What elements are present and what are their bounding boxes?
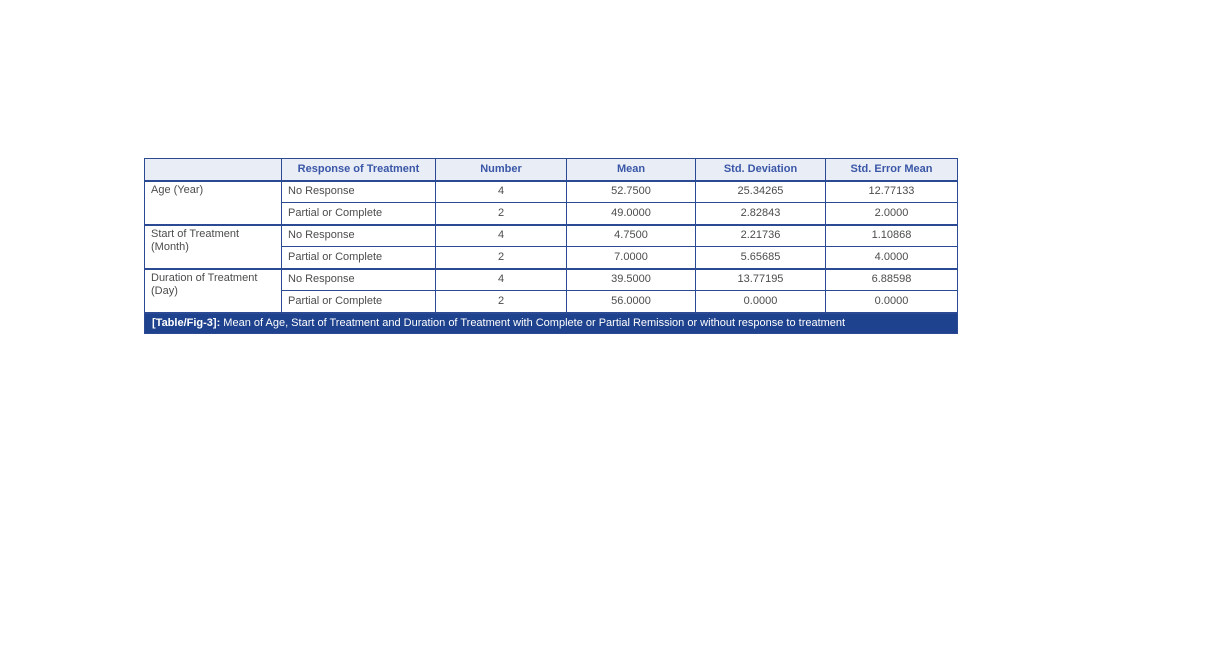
group-label-start-of-treatment: Start of Treatment (Month) [145, 225, 282, 269]
cell-response: Partial or Complete [282, 203, 436, 225]
cell-number: 4 [436, 181, 567, 203]
cell-response: Partial or Complete [282, 291, 436, 313]
column-header-mean: Mean [567, 159, 696, 181]
cell-number: 2 [436, 291, 567, 313]
stats-table [144, 158, 958, 334]
cell-std-error-mean: 6.88598 [826, 269, 958, 291]
cell-mean: 52.7500 [567, 181, 696, 203]
cell-number: 4 [436, 225, 567, 247]
cell-mean: 4.7500 [567, 225, 696, 247]
table-row [145, 181, 958, 203]
caption-label: [Table/Fig-3]: [152, 316, 221, 329]
cell-std-deviation: 2.82843 [696, 203, 826, 225]
cell-std-error-mean: 2.0000 [826, 203, 958, 225]
header-row [145, 159, 958, 181]
cell-std-error-mean: 0.0000 [826, 291, 958, 313]
cell-response: No Response [282, 225, 436, 247]
cell-std-deviation: 25.34265 [696, 181, 826, 203]
column-header-number: Number [436, 159, 567, 181]
cell-number: 4 [436, 269, 567, 291]
cell-std-error-mean: 4.0000 [826, 247, 958, 269]
cell-mean: 39.5000 [567, 269, 696, 291]
table-row [145, 225, 958, 247]
cell-mean: 49.0000 [567, 203, 696, 225]
cell-number: 2 [436, 247, 567, 269]
cell-std-deviation: 2.21736 [696, 225, 826, 247]
caption-row [145, 313, 958, 334]
group-label-duration-of-treatment: Duration of Treatment (Day) [145, 269, 282, 313]
cell-response: Partial or Complete [282, 247, 436, 269]
cell-std-deviation: 13.77195 [696, 269, 826, 291]
cell-std-deviation: 0.0000 [696, 291, 826, 313]
group-label-age: Age (Year) [145, 181, 282, 225]
cell-mean: 56.0000 [567, 291, 696, 313]
cell-response: No Response [282, 269, 436, 291]
cell-mean: 7.0000 [567, 247, 696, 269]
cell-std-deviation: 5.65685 [696, 247, 826, 269]
column-header-response: Response of Treatment [282, 159, 436, 181]
column-header-std-deviation: Std. Deviation [696, 159, 826, 181]
table-caption [145, 313, 958, 334]
table-row [145, 269, 958, 291]
column-header-variable [145, 159, 282, 181]
cell-std-error-mean: 12.77133 [826, 181, 958, 203]
cell-number: 2 [436, 203, 567, 225]
cell-response: No Response [282, 181, 436, 203]
column-header-std-error-mean: Std. Error Mean [826, 159, 958, 181]
cell-std-error-mean: 1.10868 [826, 225, 958, 247]
caption-text: Mean of Age, Start of Treatment and Duration of Treatment with Complete or Partial Remission or without response to treatment [223, 316, 846, 329]
